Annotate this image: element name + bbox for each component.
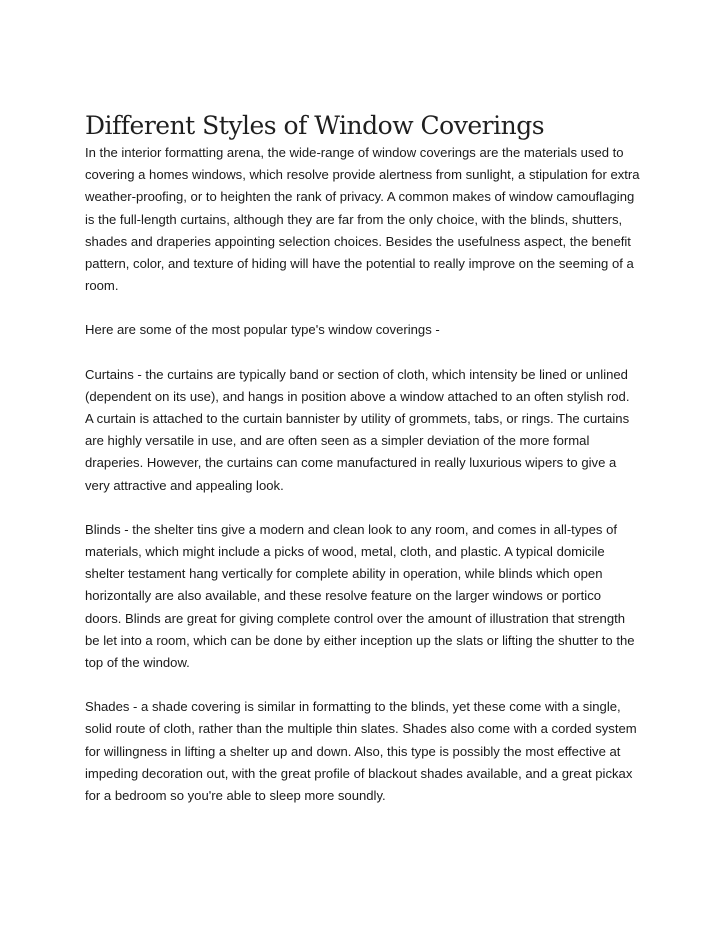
intro-paragraph: In the interior formatting arena, the wide-range of window coverings are the materials used to covering a homes windows, which resolve provide alertness from sunlight, a stipulation for extra weather-proofing, or to heighten the rank of privacy. A common makes of window camouflaging is the full-length curtains, although they are far from the only choice, with the blinds, shutters, shades and draperies appointing selection choices. Besides the usefulness aspect, the benefit pattern, color, and texture of hiding will have the potential to really improve on the seeming of a room.: [85, 145, 640, 294]
paragraph-gap: [85, 497, 640, 519]
paragraph-gap: [85, 297, 640, 319]
paragraph-gap: [85, 342, 640, 364]
document-title: Different Styles of Window Coverings: [85, 111, 545, 140]
shades-paragraph: Shades - a shade covering is similar in formatting to the blinds, yet these come with a single, solid route of cloth, rather than the multiple thin slates. Shades also come with a corded system for willingness in lifting a shelter up and down. Also, this type is possibly the most effective at impeding decoration out, with the great profile of blackout shades available, and a great pickax for a bedroom so you're able to sleep more soundly.: [85, 699, 637, 804]
blinds-paragraph: Blinds - the shelter tins give a modern and clean look to any room, and comes in all-types of materials, which might include a picks of wood, metal, cloth, and plastic. A typical domicile shelter testament hang vertically for complete ability in operation, while blinds which open horizontally are also available, and these resolve feature on the larger windows or portico doors. Blinds are great for giving complete control over the amount of illustration that strength be let into a room, which can be done by either inception up the slats or lifting the shutter to the top of the window.: [85, 521, 635, 671]
curtains-paragraph: Curtains - the curtains are typically band or section of cloth, which intensity be lined or unlined (dependent on its use), and hangs in position above a window attached to an often stylish rod. A curtain is attached to the curtain bannister by utility of grommets, tabs, or rings. The curtains are highly versatile in use, and are often seen as a simpler deviation of the more formal draperies. However, the curtains can come manufactured in really luxurious wipers to give a very attractive and appealing look.: [85, 366, 630, 493]
document-page: [85, 110, 640, 807]
paragraph-gap: [85, 674, 640, 696]
lead-paragraph: Here are some of the most popular type's window coverings -: [85, 322, 440, 338]
